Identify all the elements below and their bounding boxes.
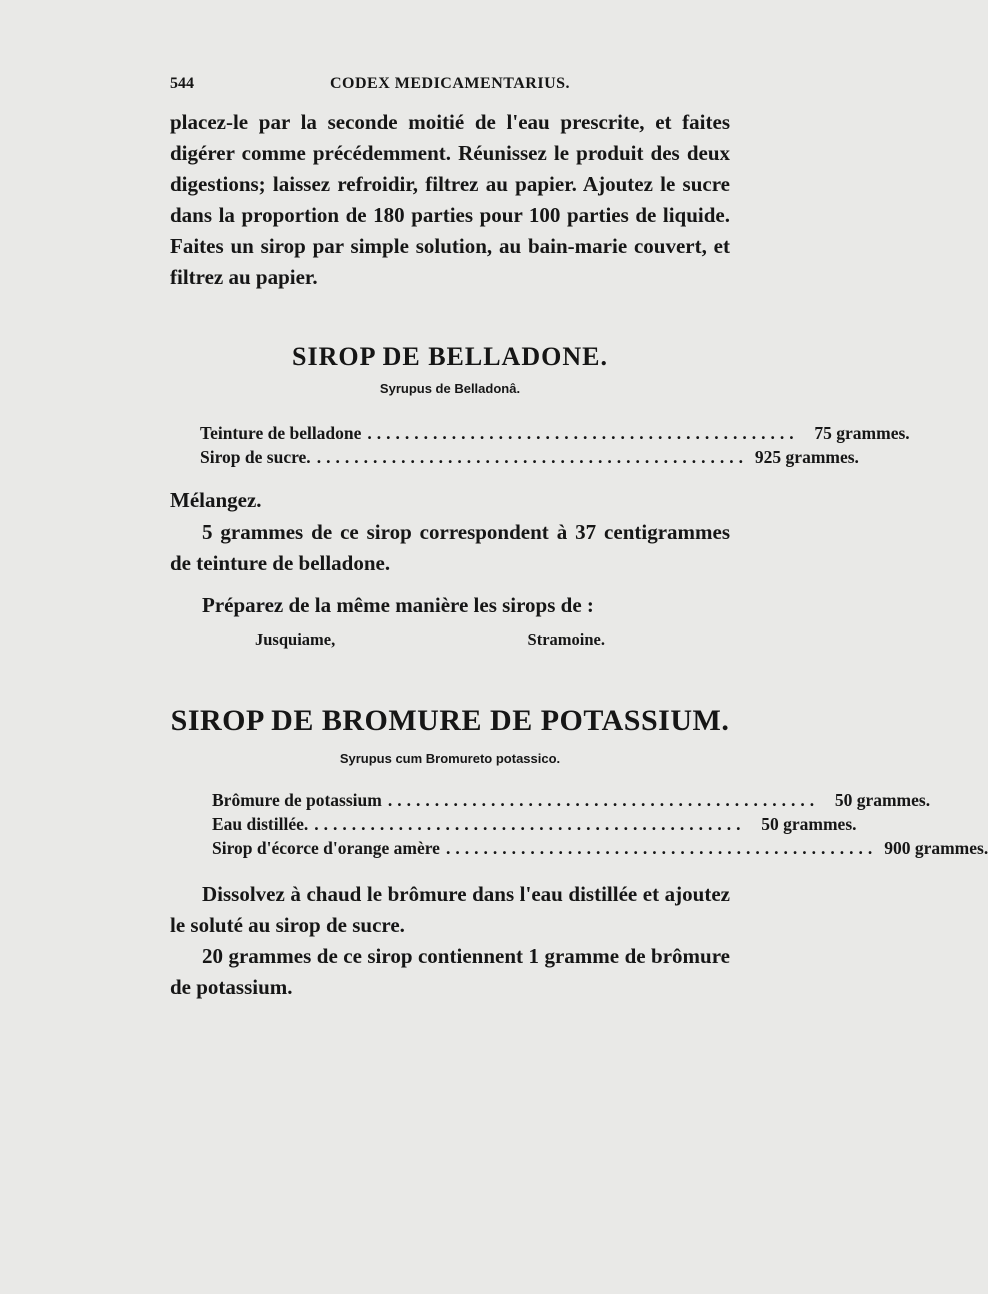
ingredient-name: Brômure de potassium <box>212 790 382 810</box>
ingredient-quantity: 50 grammes. <box>761 814 857 834</box>
leader-dots: .............................................. <box>387 790 820 810</box>
leader-dots: .............................................. <box>367 423 799 443</box>
ingredient-row <box>212 836 988 860</box>
dissolve-instruction: Dissolvez à chaud le brômure dans l'eau distillée et ajoutez le soluté au sirop de sucre. <box>170 882 730 937</box>
ingredient-list-belladone <box>200 421 910 469</box>
leader-dots: .............................................. <box>314 814 746 834</box>
ingredient-quantity: 50 grammes. <box>834 790 931 810</box>
leader-dots: .............................................. <box>316 447 748 467</box>
ingredient-name: Teinture de belladone <box>200 423 362 443</box>
mix-instruction: Mélangez. <box>170 488 262 512</box>
running-title: CODEX MEDICAMENTARIUS. <box>329 75 571 92</box>
section-title-belladone: SIROP DE BELLADONE. <box>292 342 608 371</box>
intro-paragraph: placez-le par la seconde moitié de l'eau prescrite, et faites digérer comme précédemment. Réunissez le produit des deux digestions; laissez refroidir, filtrez au papier. Ajoutez le sucre dans la proportion de 180 parties pour 100 parties de liquide. Faites un sirop par simple solution, au bain-marie couvert, et filtrez au papier. <box>170 110 730 289</box>
ingredient-row <box>212 788 931 812</box>
ingredient-name: Eau distillée. <box>212 814 309 834</box>
ingredient-row <box>200 445 859 469</box>
prepare-instruction: Préparez de la même manière les sirops de : <box>202 593 594 617</box>
leader-dots: .............................................. <box>445 838 878 858</box>
page-number: 544 <box>170 75 194 92</box>
related-syrups <box>255 630 605 650</box>
ingredient-quantity: 75 grammes. <box>814 423 910 443</box>
latin-subtitle-belladone: Syrupus de Belladonâ. <box>379 381 521 396</box>
ingredient-quantity: 900 grammes. <box>884 838 988 858</box>
latin-subtitle-bromure: Syrupus cum Bromureto potassico. <box>339 751 561 766</box>
ingredient-quantity: 925 grammes. <box>754 447 859 467</box>
dosage-note-belladone: 5 grammes de ce sirop correspondent à 37 centigrammes de teinture de belladone. <box>170 520 730 575</box>
dosage-note-bromure: 20 grammes de ce sirop contiennent 1 gramme de brômure de potassium. <box>170 944 730 999</box>
plant-jusquiame: Jusquiame, <box>255 630 336 649</box>
ingredient-row <box>212 812 857 836</box>
ingredient-row <box>200 421 910 445</box>
ingredient-name: Sirop de sucre. <box>200 447 311 467</box>
section-title-bromure: SIROP DE BROMURE DE POTASSIUM. <box>170 704 730 737</box>
ingredient-list-bromure <box>212 788 988 860</box>
plant-stramoine: Stramoine. <box>527 630 605 649</box>
ingredient-name: Sirop d'écorce d'orange amère <box>212 838 440 858</box>
